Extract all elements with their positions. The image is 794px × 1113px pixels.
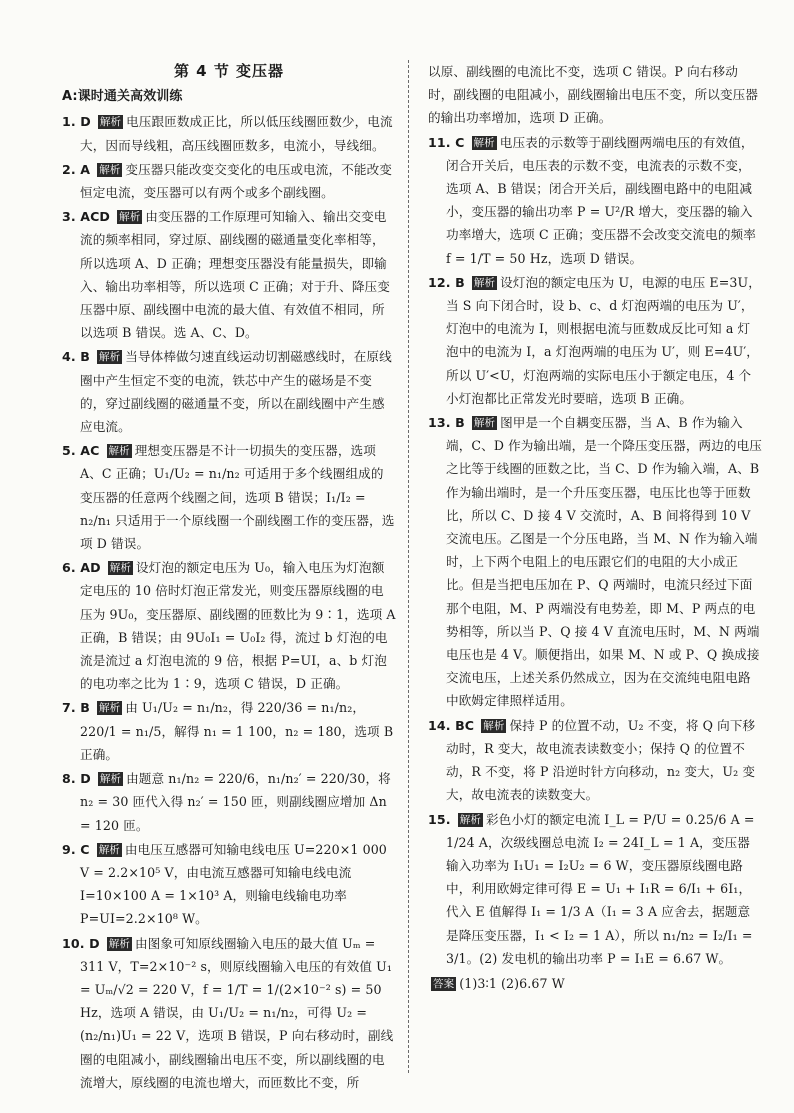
- analysis-tag: 解析: [99, 702, 121, 715]
- answer-item: 14. BC 解析 保持 P 的位置不动，U₂ 不变，将 Q 向下移动时，R 变大，故电流表读数变小；保持 Q 的位置不动，R 不变，将 P 沿逆时针方向移动，n₂ 变大，U₂ 变大，故电流表的读数变大。: [428, 717, 756, 803]
- answer-item: 6. AD 解析 设灯泡的额定电压为 U₀，输入电压为灯泡额定电压的 10 倍时灯泡正常发光，则变压器原线圈的电压为 9U₀，变压器原、副线圈的匝数比为 9∶1，选项 A 正确，B 错误；由 9U₀I₁ = U₀I₂ 得，流过 b 灯泡的电流是流过 a 灯泡电流的 9 倍，根据 P=UI，a、b 灯泡的电功率之比为 1∶9，选项 C 错误，D 正确。: [62, 560, 396, 692]
- answer-item: 13. B 解析 图甲是一个自耦变压器，当 A、B 作为输入端，C、D 作为输出端，是一个降压变压器，两边的电压之比等于线圈的匝数之比，当 C、D 作为输入端，A、B 作为输出端时，是一个升压变压器，电压比也等于匝数比，所以 C、D 接 4 V 交流时，A、B 间将得到 10 V 交流电压。乙图是一个分压电路，当 M、N 作为输入端时，上下两个电阻上的电压跟它们的电阻的大小成正比。但是当把电压加在 P、Q 两端时，电流只经过下面那个电阻，M、P 两端没有电势差，即 M、P 两点的电势相等，所以当 P、Q 接 4 V 直流电压时，M、N 两端电压也是 4 V。顺便指出，如果 M、N 或 P、Q 换成接交流电压，上述关系仍然成立，因为在交流纯电阻电路中欧姆定律照样适用。: [428, 415, 762, 709]
- analysis-tag: 解析: [473, 136, 495, 149]
- final-answer: [428, 972, 762, 995]
- answer-item: 4. B 解析 当导体棒做匀速直线运动切割磁感线时，在原线圈中产生恒定不变的电流，铁芯中产生的磁场是不变的，穿过副线圈的磁通量不变，所以在副线圈中产生感应电流。: [62, 349, 392, 435]
- answer-item: 5. AC 解析 理想变压器是不计一切损失的变压器，选项 A、C 正确；U₁/U₂ = n₁/n₂ 可适用于多个线圈组成的变压器的任意两个线圈之间，选项 B 错误；I₁/I₂ = n₂/n₁ 只适用于一个原线圈一个副线圈工作的变压器，选项 D 错误。: [62, 443, 395, 552]
- analysis-tag: 解析: [99, 163, 121, 176]
- left-column: [62, 60, 396, 1091]
- answer-item: 3. ACD 解析 由变压器的工作原理可知输入、输出交变电流的频率相同，穿过原、副线圈的磁通量变化率相等，所以选项 A、D 正确；理想变压器没有能量损失，即输入、输出功率相等，所以选项 C 正确；对于升、降压变压器中原、副线圈中电流的最大值、有效值不相同，所以选项 B 错误。选 A、C、D。: [62, 209, 390, 341]
- analysis-tag: 解析: [109, 562, 131, 575]
- analysis-tag: 解析: [473, 417, 496, 430]
- analysis-tag: 解析: [99, 773, 122, 786]
- column-divider: [408, 60, 409, 1073]
- answer-item: 1. D 解析 电压跟匝数成正比，所以低压线圈匝数少，电流大，因而导线粗，高压线圈匝数多，电流小，导线细。: [62, 114, 393, 153]
- analysis-tag: 解析: [483, 719, 505, 732]
- answer-item: 15. 解析 彩色小灯的额定电流 I_L = P/U = 0.25/6 A = 1/24 A，次级线圈总电流 I₂ = 24I_L = 1 A，变压器输入功率为 I₁U₁ = I₂U₂ = 6 W，变压器原线圈电路中，利用欧姆定律可得 E = U₁ + I₁R = 6/I₁ + 6I₁，代入 E 值解得 I₁ = 1/3 A（I₁ = 3 A 应舍去，据题意是降压变压器，I₁ < I₂ = 1 A），所以 n₁/n₂ = I₂/I₁ = 3/1。(2) 发电机的输出功率 P = I₁E = 6.67 W。: [428, 811, 755, 966]
- analysis-tag: 解析: [119, 211, 141, 224]
- answer-tag: 答案: [433, 977, 455, 990]
- analysis-tag: 解析: [473, 276, 496, 289]
- answer-item: 10. D 解析 由图象可知原线圈输入电压的最大值 Uₘ = 311 V，T=2×10⁻² s，则原线圈输入电压的有效值 U₁ = Uₘ/√2 = 220 V，f = 1/T = 1/(2×10⁻² s) = 50 Hz，选项 A 错误，由 U₁/U₂ = n₁/n₂，可得 U₂ = (n₂/n₁)U₁ = 22 V，选项 B 错误，P 向右移动时，副线圈的电阻减小，副线圈输出电压不变，所以副线圈的电流增大，原线圈的电流也增大，而匝数比不变，所: [62, 935, 394, 1090]
- answer-item: 8. D 解析 由题意 n₁/n₂ = 220/6，n₁/n₂′ = 220/30，将 n₂ = 30 匝代入得 n₂′ = 150 匝，则副线圈应增加 Δn = 120 匝。: [62, 771, 391, 833]
- analysis-tag: 解析: [99, 351, 121, 364]
- analysis-tag: 解析: [99, 116, 122, 129]
- analysis-tag: 解析: [98, 843, 120, 856]
- subsection-title: A:课时通关高效训练: [62, 89, 183, 105]
- answer-item: 7. B 解析 由 U₁/U₂ = n₁/n₂，得 220/36 = n₁/n₂，220/1 = n₁/5，解得 n₁ = 1 100，n₂ = 180，选项 B 正确。: [62, 700, 394, 762]
- answer-item: 11. C 解析 电压表的示数等于副线圈两端电压的有效值，闭合开关后，电压表的示数不变，电流表的示数不变，选项 A、B 错误；闭合开关后，副线圈电路中的电阻减小，变压器的输出功率 P = U²/R 增大，变压器的输入功率增大，选项 C 正确；变压器不会改变交流电的频率 f = 1/T = 50 Hz，选项 D 错误。: [428, 134, 756, 266]
- analysis-tag: 解析: [459, 813, 481, 826]
- answer-text: (1)3∶1 (2)6.67 W: [459, 975, 565, 991]
- answer-item: 9. C 解析 由电压互感器可知输电线电压 U=220×1 000 V = 2.2×10⁵ V，由电流互感器可知输电线电流 I=10×100 A = 1×10³ A，则输电线输电功率 P=UI=2.2×10⁸ W。: [62, 841, 387, 927]
- section-title: 第 4 节 变压器: [173, 62, 285, 80]
- continued-text: 以原、副线圈的电流比不变，选项 C 错误。P 向右移动时，副线圈的电阻减小，副线圈输出电压不变，所以变压器的输出功率增加，选项 D 正确。: [428, 64, 759, 126]
- answer-item: 2. A 解析 变压器只能改变交变化的电压或电流，不能改变恒定电流，变压器可以有两个或多个副线圈。: [62, 161, 392, 201]
- right-column: [428, 60, 762, 1091]
- analysis-tag: 解析: [108, 937, 130, 950]
- analysis-tag: 解析: [108, 445, 130, 458]
- answer-item: 12. B 解析 设灯泡的额定电压为 U，电源的电压 E=3U，当 S 向下闭合时，设 b、c、d 灯泡两端的电压为 U′，灯泡中的电流为 I，则根据电流与匝数成反比可知 a 灯泡中的电流为 I，a 灯泡两端的电压为 U′，则 E=4U′，所以 U′<U，灯泡两端的实际电压小于额定电压，4 个小灯泡都比正常发光时要暗，选项 B 正确。: [428, 274, 761, 406]
